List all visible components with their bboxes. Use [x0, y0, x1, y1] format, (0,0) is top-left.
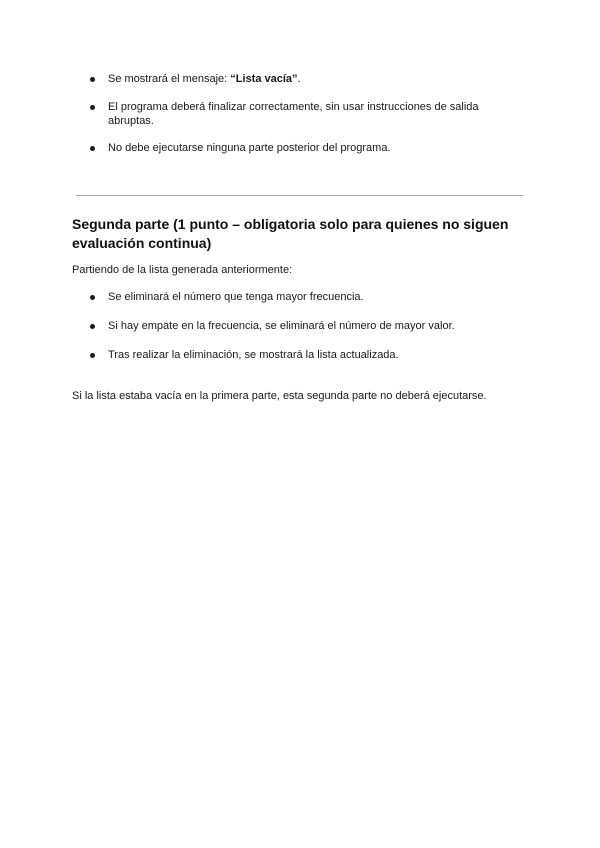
list-item [88, 72, 508, 86]
section-intro: Partiendo de la lista generada anteriormente: [72, 264, 293, 276]
bullet-text: Se eliminará el número que tenga mayor frecuencia. [108, 291, 364, 303]
bullet-text: Si hay empate en la frecuencia, se eliminará el número de mayor valor. [108, 320, 455, 332]
bullet-dot-icon [90, 353, 95, 358]
closing-paragraph: Si la lista estaba vacía en la primera parte, esta segunda parte no deberá ejecutarse. [72, 390, 487, 402]
bullet-dot-icon [90, 295, 95, 300]
list-item [88, 100, 508, 128]
part2-bullet-list [88, 290, 508, 377]
bullet-dot-icon [90, 77, 95, 82]
bullet-text: Tras realizar la eliminación, se mostrará la lista actualizada. [108, 349, 399, 361]
bullet-text: No debe ejecutarse ninguna parte posterior del programa. [108, 142, 391, 154]
section-heading: Segunda parte (1 punto – obligatoria solo para quienes no siguen evaluación continua) [72, 216, 509, 251]
bullet-text-prefix: Se mostrará el mensaje: [108, 73, 231, 85]
list-item [88, 348, 508, 362]
list-item [88, 290, 508, 304]
bullet-text: El programa deberá finalizar correctamente, sin usar instrucciones de salida abruptas. [108, 101, 479, 127]
horizontal-divider [76, 195, 523, 196]
bullet-text-suffix: . [297, 73, 301, 85]
bullet-text-bold: “Lista vacía” [230, 73, 298, 85]
bullet-dot-icon [90, 324, 95, 329]
bullet-dot-icon [90, 146, 95, 151]
list-item [88, 319, 508, 333]
list-item [88, 141, 508, 155]
bullet-dot-icon [90, 105, 95, 110]
part1-bullet-list [88, 72, 508, 155]
